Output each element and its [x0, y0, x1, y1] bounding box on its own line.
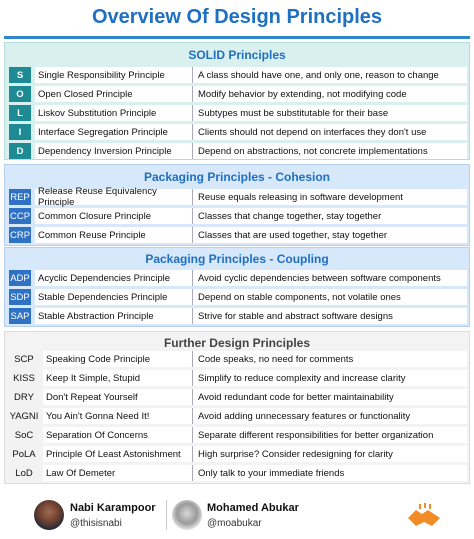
solid-description: Modify behavior by extending, not modifying code [193, 86, 467, 102]
solid-code: I [9, 124, 31, 140]
coupling-description: Depend on stable components, not volatile ones [193, 289, 467, 305]
further-code: PoLA [9, 446, 39, 462]
further-code: DRY [9, 389, 39, 405]
further-description: Separate different responsibilities for better organization [193, 427, 467, 443]
further-row [9, 465, 467, 481]
further-principle-name: Don't Repeat Yourself [43, 389, 193, 405]
solid-description: Subtypes must be substitutable for their base [193, 105, 467, 121]
solid-section [4, 42, 470, 160]
further-principle-name: Separation Of Concerns [43, 427, 193, 443]
further-description: Avoid redundant code for better maintainability [193, 389, 467, 405]
solid-row [9, 105, 467, 121]
solid-row [9, 124, 467, 140]
further-section [4, 331, 470, 484]
cohesion-principle-name: Common Closure Principle [35, 208, 193, 224]
solid-description: Clients should not depend on interfaces they don't use [193, 124, 467, 140]
further-principle-name: Principle Of Least Astonishment [43, 446, 193, 462]
coupling-principle-name: Stable Abstraction Principle [35, 308, 193, 324]
further-code: SoC [9, 427, 39, 443]
cohesion-description: Classes that are used together, stay together [193, 227, 467, 243]
further-code: YAGNI [9, 408, 39, 424]
solid-principle-name: Dependency Inversion Principle [35, 143, 193, 159]
cohesion-row [9, 227, 467, 243]
coupling-principle-name: Stable Dependencies Principle [35, 289, 193, 305]
cohesion-row [9, 186, 467, 208]
solid-row [9, 143, 467, 159]
handshake-icon [406, 502, 442, 532]
page-title: Overview Of Design Principles [91, 6, 383, 28]
further-row [9, 351, 467, 367]
coupling-code: SAP [9, 308, 31, 324]
further-heading: Further Design Principles [163, 336, 311, 350]
coupling-section [4, 247, 470, 327]
further-row [9, 446, 467, 462]
solid-principle-name: Open Closed Principle [35, 86, 193, 102]
further-description: Code speaks, no need for comments [193, 351, 467, 367]
solid-code: L [9, 105, 31, 121]
further-row [9, 408, 467, 424]
cohesion-code: CRP [9, 227, 31, 243]
coupling-principle-name: Acyclic Dependencies Principle [35, 270, 193, 286]
cohesion-section [4, 164, 470, 246]
solid-description: A class should have one, and only one, reason to change [193, 67, 467, 83]
further-principle-name: Keep It Simple, Stupid [43, 370, 193, 386]
coupling-row [9, 289, 467, 305]
author1-avatar [34, 500, 64, 530]
coupling-description: Strive for stable and abstract software designs [193, 308, 467, 324]
author2-avatar [172, 500, 202, 530]
further-description: Only talk to your immediate friends [193, 465, 467, 481]
further-code: KISS [9, 370, 39, 386]
cohesion-principle-name: Release Reuse Equivalency Principle [35, 189, 193, 205]
solid-row [9, 67, 467, 83]
cohesion-principle-name: Common Reuse Principle [35, 227, 193, 243]
solid-principle-name: Interface Segregation Principle [35, 124, 193, 140]
title-divider [4, 36, 470, 39]
further-principle-name: Speaking Code Principle [43, 351, 193, 367]
footer [0, 490, 474, 539]
further-row [9, 370, 467, 386]
cohesion-code: REP [9, 189, 31, 205]
solid-description: Depend on abstractions, not concrete implementations [193, 143, 467, 159]
author1-handle: @thisisnabi [70, 518, 122, 529]
coupling-code: SDP [9, 289, 31, 305]
solid-row [9, 86, 467, 102]
solid-heading: SOLID Principles [188, 48, 286, 62]
further-description: High surprise? Consider redesigning for clarity [193, 446, 467, 462]
author2-handle: @moabukar [207, 518, 262, 529]
author1-name: Nabi Karampoor [70, 502, 156, 514]
further-row [9, 389, 467, 405]
further-code: SCP [9, 351, 39, 367]
cohesion-description: Classes that change together, stay together [193, 208, 467, 224]
further-code: LoD [9, 465, 39, 481]
further-description: Simplify to reduce complexity and increase clarity [193, 370, 467, 386]
solid-principle-name: Liskov Substitution Principle [35, 105, 193, 121]
footer-divider [166, 500, 167, 530]
further-row [9, 427, 467, 443]
cohesion-description: Reuse equals releasing in software development [193, 189, 467, 205]
solid-code: O [9, 86, 31, 102]
cohesion-code: CCP [9, 208, 31, 224]
solid-principle-name: Single Responsibility Principle [35, 67, 193, 83]
further-principle-name: Law Of Demeter [43, 465, 193, 481]
further-description: Avoid adding unnecessary features or functionality [193, 408, 467, 424]
coupling-heading: Packaging Principles - Coupling [145, 252, 329, 266]
author2-name: Mohamed Abukar [207, 502, 299, 514]
coupling-row [9, 308, 467, 324]
coupling-code: ADP [9, 270, 31, 286]
coupling-description: Avoid cyclic dependencies between software components [193, 270, 467, 286]
solid-code: S [9, 67, 31, 83]
solid-code: D [9, 143, 31, 159]
further-principle-name: You Ain't Gonna Need It! [43, 408, 193, 424]
coupling-row [9, 270, 467, 286]
cohesion-heading: Packaging Principles - Cohesion [143, 170, 331, 184]
cohesion-row [9, 208, 467, 224]
